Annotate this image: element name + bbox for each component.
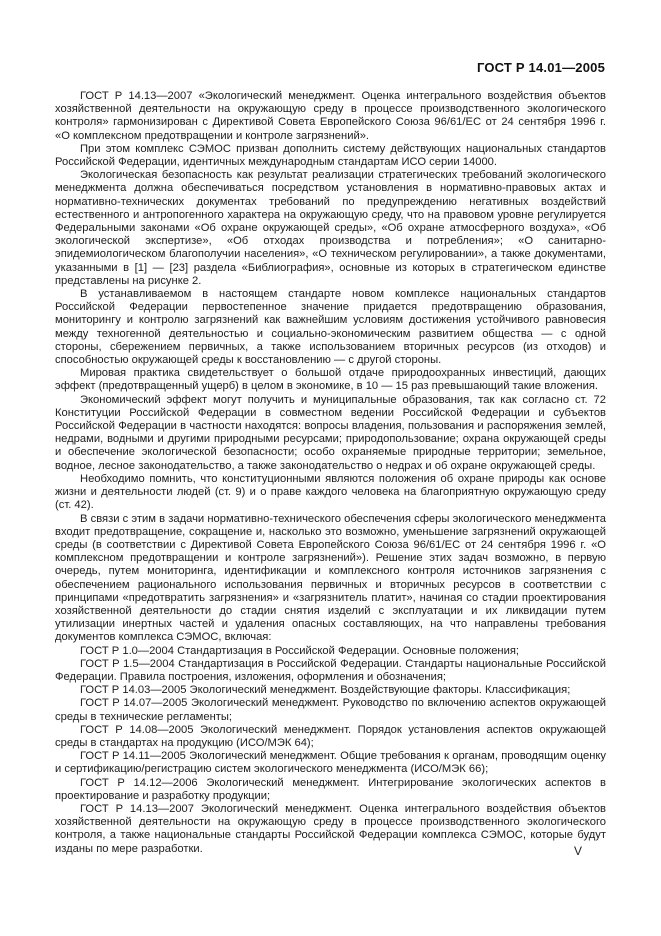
standard-ref-gost-r-14-08-2005: ГОСТ Р 14.08—2005 Экологический менеджмент. Порядок установления аспектов окружающей среды в стандартах на продукцию (ИСО/МЭК 64); [55,723,606,749]
standard-ref-gost-r-14-03-2005: ГОСТ Р 14.03—2005 Экологический менеджмент. Воздействующие факторы. Классификация; [80,684,571,697]
standard-ref-gost-r-14-07-2005: ГОСТ Р 14.07—2005 Экологический менеджмент. Руководство по включению аспектов окружающей среды в технические регламенты; [55,697,606,723]
standard-ref-gost-r-1-5-2004: ГОСТ Р 1.5—2004 Стандартизация в Российской Федерации. Стандарты национальные Российской Федерации. Правила построения, изложения, оформления и обозначения; [55,657,606,683]
document-body [55,90,606,856]
paragraph-economic-effect: Экономический эффект могут получить и муниципальные образования, так как согласно ст. 72 Конституции Российской Федерации в совместном ведении Российской Федерации и субъектов Российской Федерации в частности находятся: вопросы владения, пользования и распоряжения землей, недрами, водными и другими природными ресурсами; природопользование; охрана окружающей среды и обеспечение экологической безопасности; особо охраняемые природные территории; земельное, водное, лесное законодательство, а также законодательство о недрах и об охране окружающей среды. [55,393,606,472]
paragraph-world-practice: Мировая практика свидетельствует о большой отдаче природоохранных инвестиций, дающих эффект (предотвращенный ущерб) в целом в экономике, в 10 — 15 раз превышающий такие вложения. [55,367,606,393]
standard-ref-gost-r-14-11-2005: ГОСТ Р 14.11—2005 Экологический менеджмент. Общие требования к органам, проводящим оценку и сертификацию/регистрацию систем экологического менеджмента (ИСО/МЭК 66); [55,750,606,776]
paragraph-constitutional-provisions: Необходимо помнить, что конституционными являются положения об охране природы как основе жизни и деятельности людей (ст. 9) и о праве каждого человека на благоприятную окружающую среду (ст. 42). [55,472,606,512]
page-footer [55,844,582,858]
standard-ref-gost-r-14-12-2006: ГОСТ Р 14.12—2006 Экологический менеджмент. Интегрирование экологических аспектов в проектирование и разработку продукции; [55,776,606,802]
standard-ref-gost-r-1-0-2004: ГОСТ Р 1.0—2004 Стандартизация в Российской Федерации. Основные положения; [80,644,520,657]
paragraph-gost-14-13-intro: ГОСТ Р 14.13—2007 «Экологический менеджмент. Оценка интегрального воздействия объектов хозяйственной деятельности на окружающую среду в процессе производственного экологического контроля» гармонизирован с Директивой Совета Европейского Союза 96/61/ЕС от 24 сентября 1996 г. «О комплексном предотвращении и контроле загрязнений». [55,90,606,142]
page-number: V [573,844,582,858]
paragraph-tasks-of-regulation: В связи с этим в задачи нормативно-технического обеспечения сферы экологического менеджмента входит предотвращение, сокращение и, насколько это возможно, уменьшение загрязнений окружающей среды (в соответствии с Директивой Совета Европейского Союза 96/61/ЕС от 24 сентября 1996 г. «О комплексном предотвращении и контроле загрязнений»). Решение этих задач возможно, в первую очередь, путем мониторинга, идентификации и комплексного контроля источников загрязнения с обеспечением рационального использования первичных и вторичных ресурсов в соответствии с принципами «предотвратить загрязнения» и «загрязнитель платит», начиная со стадии проектирования хозяйственной деятельности до стадии снятия изделий с эксплуатации и их ликвидации путем утилизации инертных частей и удаления опасных составляющих, на что направлены требования документов комплекса СЭМОС, включая: [55,512,606,644]
running-header [55,60,605,75]
paragraph-semos-complex: При этом комплекс СЭМОС призван дополнить систему действующих национальных стандартов Российской Федерации, идентичных международным стандартам ИСО серии 14000. [55,142,606,169]
paragraph-new-standards-complex: В устанавливаемом в настоящем стандарте новом комплексе национальных стандартов Российской Федерации первостепенное значение придается предотвращению образования, мониторингу и контролю загрязнений как важнейшим условиям достижения устойчивого равновесия между техногенной деятельностью и социально-экономическим развитием общества — с одной стороны, сбережением первичных, а также использованием вторичных ресурсов (из отходов) и способностью окружающей среды к восстановлению — с другой стороны. [55,288,606,367]
document-code: ГОСТ Р 14.01—2005 [476,60,605,75]
paragraph-ecological-safety: Экологическая безопасность как результат реализации стратегических требований экологического менеджмента должна обеспечиваться посредством установления в нормативно-правовых актах и нормативно-технических документах требований по предупреждению негативных воздействий естественного и антропогенного характера на окружающую среду, что на правовом уровне регулируется Федеральными законами «Об охране окружающей среды», «Об охране атмосферного воздуха», «Об экологической экспертизе», «Об отходах производства и потребления»; «О санитарно-эпидемиологическом благополучии населения», «О техническом регулировании», а также документами, указанными в [1] — [23] раздела «Библиография», основные из которых в стратегическом единстве представлены на рисунке 2. [55,169,606,287]
standard-ref-gost-r-14-13-2007: ГОСТ Р 14.13—2007 Экологический менеджмент. Оценка интегрального воздействия объектов хозяйственной деятельности на окружающую среду в процессе производственного экологического контроля, а также национальные стандарты Российской Федерации комплекса СЭМОС, которые будут изданы по мере разработки. [55,802,606,855]
